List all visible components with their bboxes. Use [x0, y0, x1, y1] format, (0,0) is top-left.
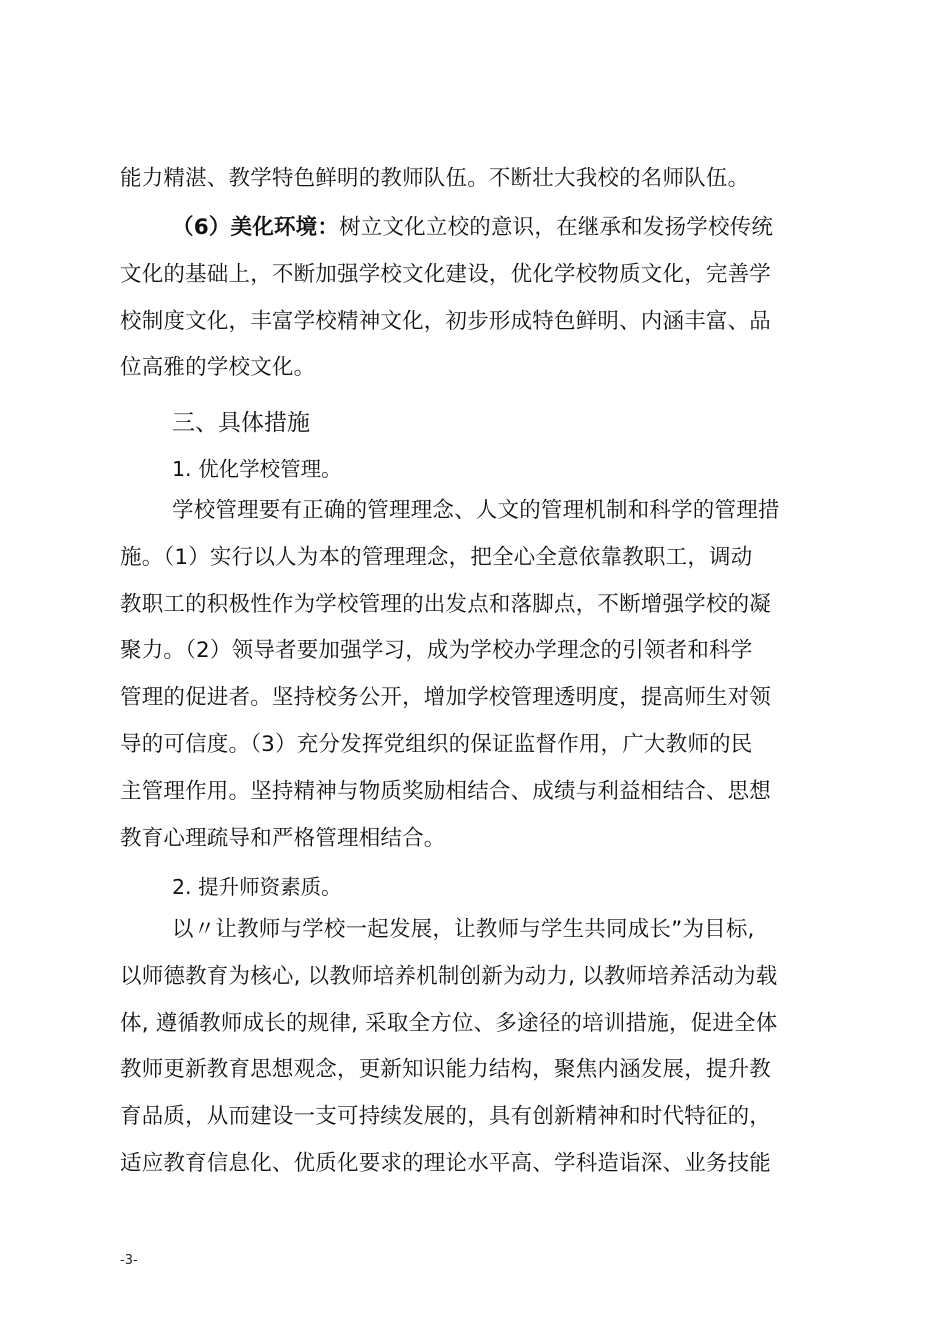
paragraph-line: 体, 遵循教师成长的规律, 采取全方位、多途径的培训措施，促进全体 — [120, 1010, 778, 1036]
subsection-2-body — [120, 907, 832, 1188]
subsection-1-body — [120, 488, 832, 862]
paragraph-6-line-0: 树立文化立校的意识，在继承和发扬学校传统 — [339, 215, 774, 240]
section-heading: 三、具体措施 — [172, 410, 310, 436]
paragraph-line: 聚力。（2）领导者要加强学习，成为学校办学理念的引领者和科学 — [120, 638, 753, 664]
paragraph-6-label: （6）美化环境： — [172, 215, 340, 240]
paragraph-line — [120, 205, 832, 252]
paragraph-line: 以师德教育为核心, 以教师培养机制创新为动力, 以教师培养活动为载 — [120, 963, 778, 989]
paragraph-line: 管理的促进者。坚持校务公开，增加学校管理透明度，提高师生对领 — [120, 685, 772, 711]
paragraph-line: 教师更新教育思想观念，更新知识能力结构，聚焦内涵发展，提升教 — [120, 1057, 772, 1083]
paragraph-line: 文化的基础上，不断加强学校文化建设，优化学校物质文化，完善学 — [120, 261, 772, 287]
paragraph-line: 教职工的积极性作为学校管理的出发点和落脚点，不断增强学校的凝 — [120, 591, 772, 617]
paragraph-line: 位高雅的学校文化。 — [120, 355, 316, 381]
paragraph-line: 导的可信度。（3）充分发挥党组织的保证监督作用，广大教师的民 — [120, 731, 753, 757]
paragraph-intro — [120, 156, 832, 203]
subsection-1-title: 1. 优化学校管理。 — [172, 457, 342, 481]
paragraph-6 — [120, 205, 832, 392]
paragraph-line: 能力精湛、教学特色鲜明的教师队伍。不断壮大我校的名师队伍。 — [120, 166, 750, 191]
paragraph-line: 适应教育信息化、优质化要求的理论水平高、学科造诣深、业务技能 — [120, 1150, 772, 1176]
paragraph-line: 施。（1）实行以人为本的管理理念，把全心全意依靠教职工，调动 — [120, 544, 753, 570]
subsection-2-title: 2. 提升师资素质。 — [172, 875, 342, 899]
page-number: -3- — [120, 1253, 138, 1268]
paragraph-line: 校制度文化，丰富学校精神文化，初步形成特色鲜明、内涵丰富、品 — [120, 308, 772, 334]
paragraph-line: 育品质，从而建设一支可持续发展的，具有创新精神和时代特征的， — [120, 1104, 772, 1130]
paragraph-line: 主管理作用。坚持精神与物质奖励相结合、成绩与利益相结合、思想 — [120, 778, 772, 804]
paragraph-line: 以〃让教师与学校一起发展，让教师与学生共同成长”为目标, — [172, 917, 755, 942]
paragraph-line: 学校管理要有正确的管理理念、人文的管理机制和科学的管理措 — [172, 498, 780, 523]
paragraph-line: 教育心理疏导和严格管理相结合。 — [120, 825, 446, 851]
